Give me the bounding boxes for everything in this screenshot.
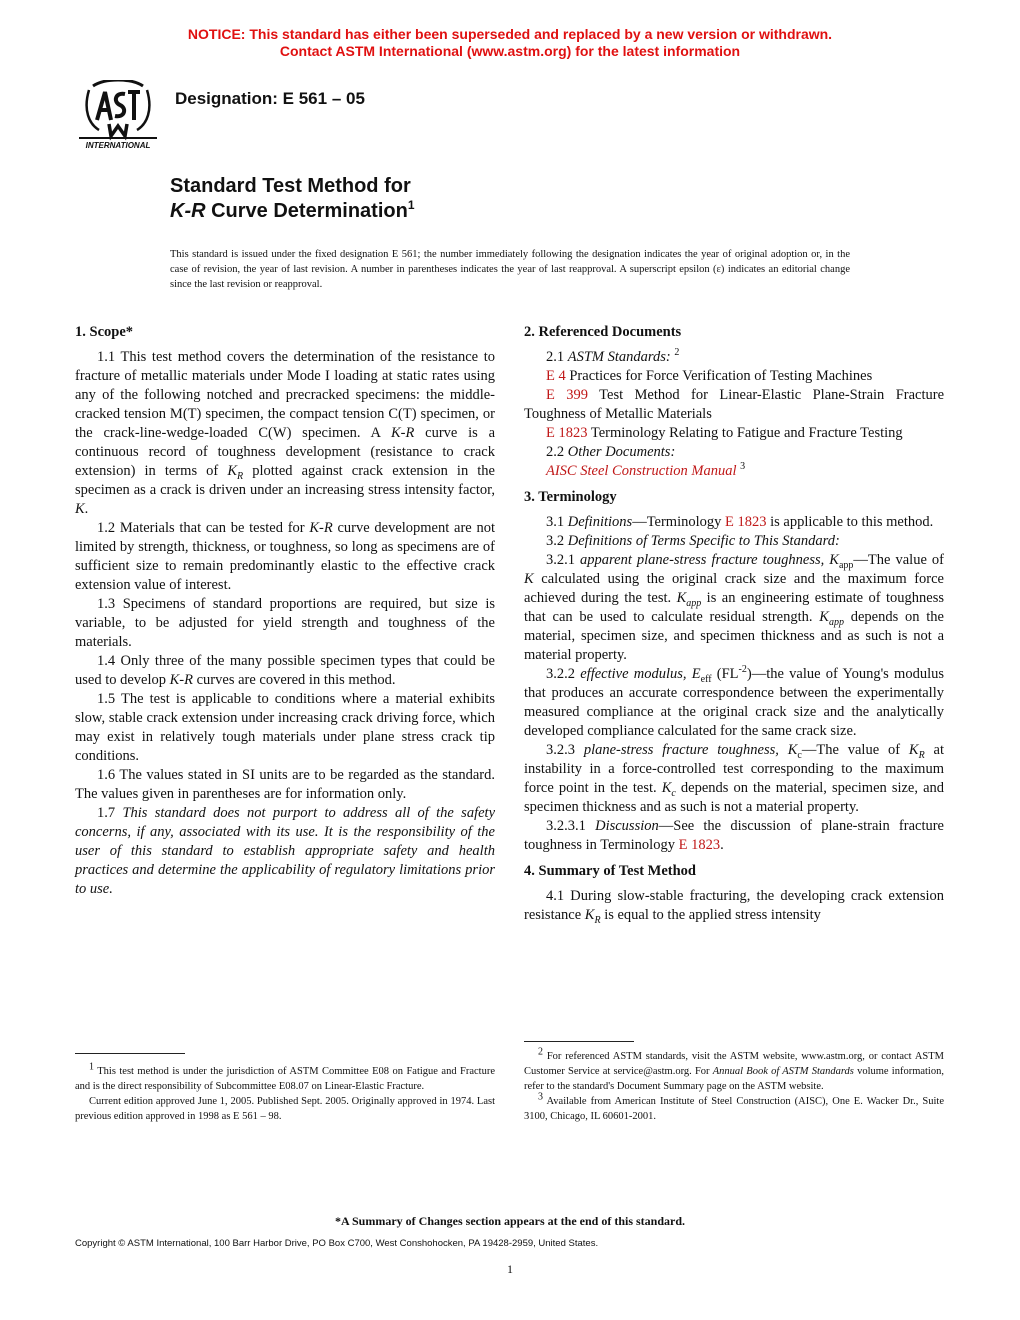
right-column [524,323,944,925]
paragraph-1-2: 1.2 Materials that can be tested for K-R curve development are not limited by strength, thickness, or toughness, so long as specimens are of sufficient size to remain predominantly elastic to the effective crack extension value of interest. [75,520,495,593]
reference-aisc: AISC Steel Construction Manual $^3$ [546,461,746,479]
logo-text: INTERNATIONAL [85,141,151,150]
paragraph-2-1: 2.1 ASTM Standards: $^2$ [546,347,680,365]
paragraph-2-2: 2.2 Other Documents: [546,444,676,460]
paragraph-1-5: 1.5 The test is applicable to conditions where a material exhibits slow, stable crack extension under increasing crack driving force, which may exist in relatively tough materials under plane stress crack tip conditions. [75,691,495,764]
designation: Designation: E 561 – 05 [175,89,365,108]
paragraph-1-4: 1.4 Only three of the many possible specimen types that could be used to develop K-R curves are covered in this method. [75,653,495,688]
title-line-1: Standard Test Method for [170,175,411,197]
document-title [170,174,415,224]
reference-link-e1823-discussion[interactable]: E 1823 [678,837,721,853]
paragraph-3-2-3: 3.2.3 plane-stress fracture toughness, $K_c—The$ value of $K_R$ at instability in a force-controlled test corresponding to the maximum force point in the test. $K_c$ depends on the material, specimen size, and specimen thickness and as such is not a material property. [524,742,945,815]
footnotes-right [524,1046,944,1124]
paragraph-3-2-2: 3.2.2 effective modulus, $E_{eff}$ $(FL^{-2})—the$ value of Young's modulus that produces an accurate correspondence between the experimentally measured compliance at the original crack size and the analytically developed compliance calculated for the same crack size. [524,664,945,739]
section-heading-terminology: 3. Terminology [524,489,617,505]
reference-link-e399[interactable]: E 399 [546,387,589,403]
paragraph-1-7: 1.7 This standard does not purport to address all of the safety concerns, if any, associated with its use. It is the responsibility of the user of this standard to establish appropriate safety and health practices and determine the applicability of regulatory limitations prior to use. [75,805,496,897]
reference-e4: E 4 Practices for Force Verification of Testing Machines [546,368,873,384]
reference-link-aisc[interactable]: AISC Steel Construction Manual [546,463,737,479]
paragraph-1-1: 1.1 This test method covers the determination of the resistance to fracture of metallic materials under Mode I loading at static rates using any of the following notched and precracked specimens: the middle-cracked tension M(T) specimen, the compact tension C(T) specimen, or the crack-line-wedge-loaded C(W) specimen. A K-R curve is a continuous record of toughness development (resistance to crack extension) in terms of $K_R$ plotted against crack extension in the specimen as a crack is driven under an increasing stress intensity factor, K. [75,349,496,517]
title-footnote-ref: 1 [407,198,415,212]
footnote-rule-left [75,1053,185,1054]
paragraph-3-1: 3.1 Definitions—Terminology E 1823 is applicable to this method. [546,514,934,530]
section-heading-referenced-documents: 2. Referenced Documents [524,324,682,340]
reference-link-e4[interactable]: E 4 [546,368,566,384]
paragraph-1-3: 1.3 Specimens of standard proportions are required, but size is variable, to be adjusted for yield strength and toughness of the materials. [75,596,495,650]
paragraph-3-2-1: 3.2.1 apparent plane-stress fracture toughness, $K_{app}—The$ value of K calculated using the original crack size and the maximum force achieved during the test. $K_{app}$ is an engineering estimate of toughness that can be used to calculate residual strength. $K_{app}$ depends on the material, specimen size, and specimen thickness and as such is not a material property. [524,552,944,663]
notice-line-1: NOTICE: This standard has either been superseded and replaced by a new version or withdrawn. [187,26,833,42]
footnote-1-edition: Current edition approved June 1, 2005. Published Sept. 2005. Originally approved in 1974. Last previous edition approved in 1998 as E 561 – 98. [75,1096,495,1122]
paragraph-3-2: 3.2 Definitions of Terms Specific to This Standard: [546,533,840,549]
summary-of-changes-note: *A Summary of Changes section appears at the end of this standard. [334,1214,686,1228]
section-heading-scope: 1. Scope* [75,324,133,340]
section-heading-summary: 4. Summary of Test Method [524,863,696,879]
astm-logo [75,80,161,150]
reference-e1823: E 1823 Terminology Relating to Fatigue and Fracture Testing [546,425,903,441]
title-kr: K-R [170,200,206,222]
title-rest: Curve Determination [205,200,408,222]
footnote-3: $^3$ Available from American Institute of Steel Construction (AISC), One E. Wacker Dr., Suite 3100, Chicago, IL 60601-2001. [524,1091,944,1122]
footnotes-left [75,1061,495,1124]
reference-e399: E 399 Test Method for Linear-Elastic Plane-Strain Fracture Toughness of Metallic Materials [524,387,945,422]
title-line-2 [170,199,415,224]
withdrawn-notice [0,26,1020,60]
left-column [75,323,495,899]
issuance-statement: This standard is issued under the fixed designation E 561; the number immediately following the designation indicates the year of original adoption or, in the case of revision, the year of last revision. A number in parentheses indicates the year of last reapproval. A superscript epsilon (ε) indicates an editorial change since the last revision or reapproval. [170,249,850,290]
paragraph-3-2-3-1: 3.2.3.1 Discussion—See the discussion of plane-strain fracture toughness in Terminology E 1823. [524,818,944,853]
page-number: 1 [507,1262,513,1276]
reference-link-e1823-terminology[interactable]: E 1823 [725,514,767,530]
footnote-1: $^1$ This test method is under the jurisdiction of ASTM Committee E08 on Fatigue and Fracture and is the direct responsibility of Subcommittee E08.07 on Linear-Elastic Fracture. [75,1061,495,1092]
copyright: Copyright © ASTM International, 100 Barr Harbor Drive, PO Box C700, West Conshohocken, PA 19428-2959, United States. [75,1238,599,1249]
paragraph-4-1: 4.1 During slow-stable fracturing, the developing crack extension resistance $K_R$ is equal to the applied stress intensity [524,888,944,926]
footnote-2: $^2$ For referenced ASTM standards, visit the ASTM website, www.astm.org, or contact ASTM Customer Service at service@astm.org. For Annual Book of ASTM Standards volume information, refer to the standard's Document Summary page on the ASTM website. [524,1046,944,1092]
notice-line-2: Contact ASTM International (www.astm.org) for the latest information [279,43,741,59]
reference-link-e1823[interactable]: E 1823 [546,425,588,441]
astm-international-logo-icon [75,80,161,150]
footnote-rule-right [524,1041,634,1042]
paragraph-1-6: 1.6 The values stated in SI units are to be regarded as the standard. The values given in parentheses are for information only. [75,767,495,802]
